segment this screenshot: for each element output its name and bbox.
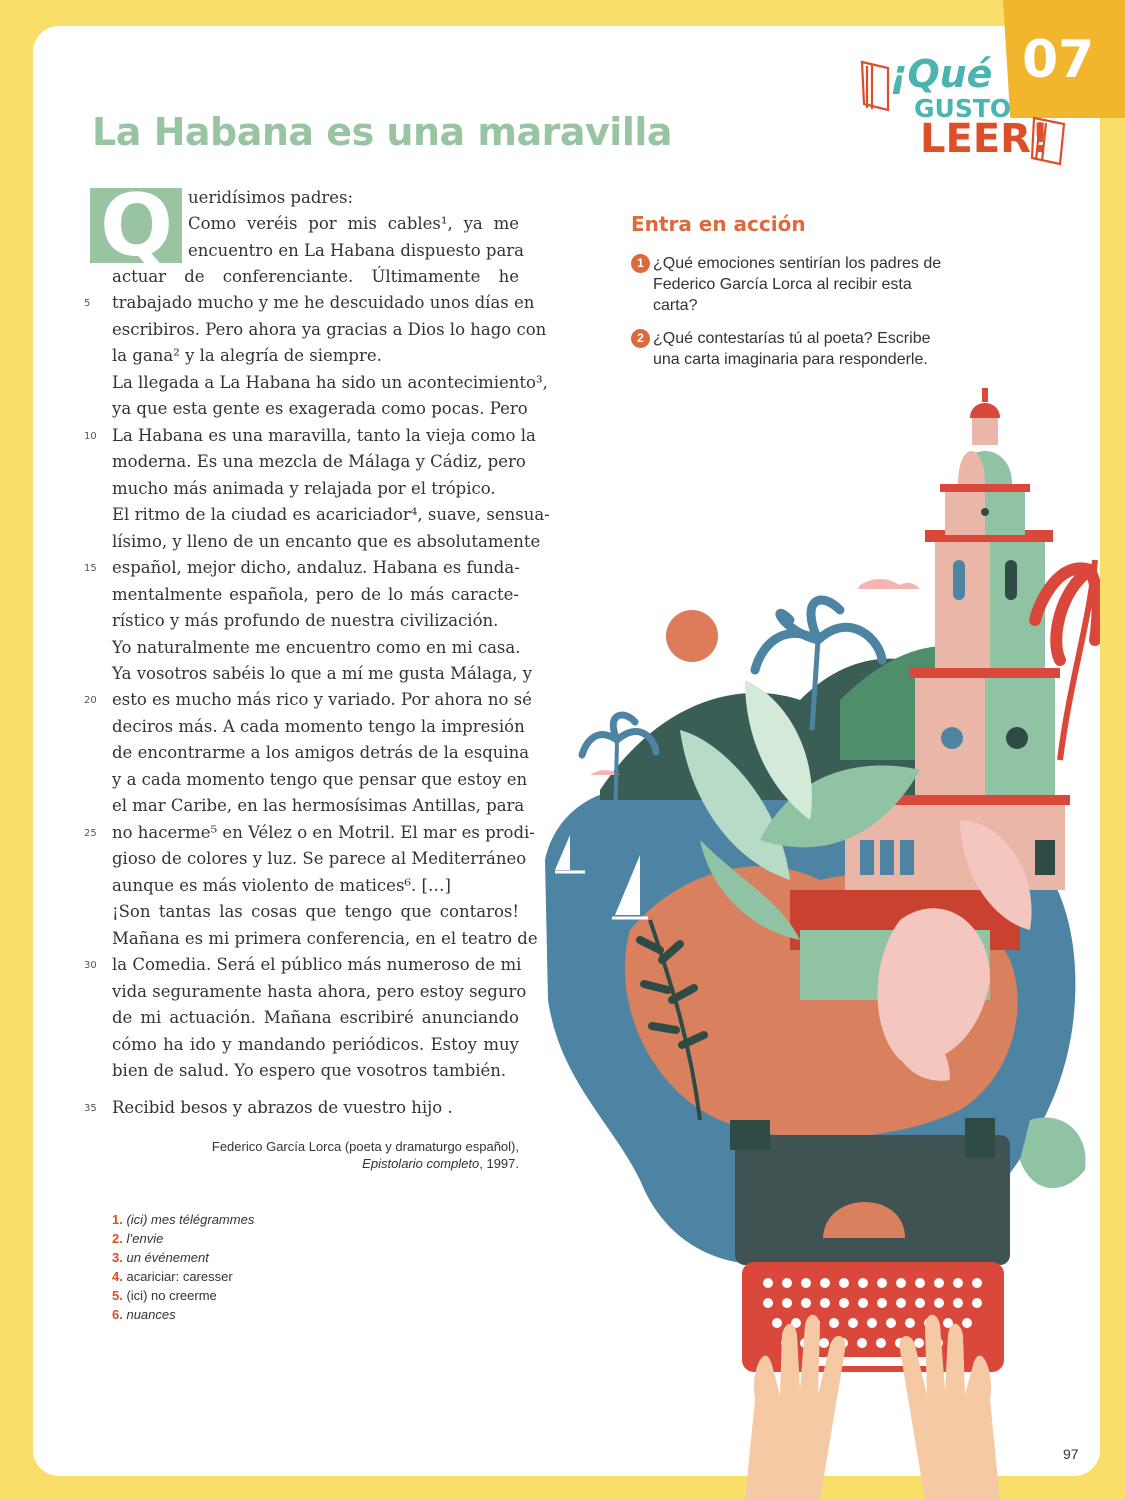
footnote: 1. (ici) mes télégrammes — [112, 1212, 255, 1227]
line-number: 5 — [84, 298, 91, 309]
letter-line: deciros más. A cada momento tengo la impresión — [112, 717, 525, 736]
letter-line: Ya vosotros sabéis lo que a mí me gusta Málaga, y — [112, 664, 533, 683]
letter-line: bien de salud. Yo espero que vosotros también. — [112, 1061, 507, 1080]
letter-line: no hacerme⁵ en Vélez o en Motril. El mar es prodi- — [112, 823, 535, 842]
page-number: 97 — [1063, 1446, 1079, 1462]
letter-line: la Comedia. Será el público más numeroso de mi — [112, 955, 522, 974]
chapter-number: 07 — [1022, 30, 1095, 90]
letter-line: español, mejor dicho, andaluz. Habana es funda- — [112, 558, 520, 577]
letter-line: cómo ha ido y mandando periódicos. Estoy muy — [112, 1035, 519, 1054]
letter-line: de encontrarme a los amigos detrás de la esquina — [112, 743, 530, 762]
letter-line: trabajado mucho y me he descuidado unos días en — [112, 293, 535, 312]
havana-typewriter-illustration — [540, 385, 1100, 1500]
letter-line: la gana² y la alegría de siempre. — [112, 346, 382, 365]
footnote: 3. un événement — [112, 1250, 209, 1265]
number-badge: 1 — [631, 254, 650, 273]
attribution-work: Epistolario completo — [362, 1156, 480, 1171]
number-badge: 2 — [631, 329, 650, 348]
line-number: 15 — [84, 563, 97, 574]
attribution — [212, 1138, 519, 1172]
letter-line: Como veréis por mis cables¹, ya me — [188, 214, 519, 233]
attribution-year: , 1997. — [479, 1156, 519, 1171]
letter-line: lísimo, y lleno de un encanto que es absolutamente — [112, 532, 541, 551]
question-text: ¿Qué emociones sentirían los padres de Federico García Lorca al recibir esta carta? — [653, 255, 942, 314]
letter-line: el mar Caribe, en las hermosísimas Antillas, para — [112, 796, 525, 815]
letter-line: escribiros. Pero ahora ya gracias a Dios lo hago con — [112, 320, 547, 339]
attribution-author: Federico García Lorca (poeta y dramaturgo español), — [211, 1139, 519, 1154]
line-number: 25 — [84, 828, 97, 839]
drop-cap-letter: Q — [100, 176, 174, 276]
letter-line: ueridísimos padres: — [188, 188, 354, 207]
que-gusto-leer-logo — [858, 52, 1078, 168]
footnotes — [112, 1210, 254, 1324]
letter-line: mentalmente española, pero de lo más caracte- — [112, 585, 519, 604]
logo-leer: LEER! — [920, 116, 1050, 162]
page-title: La Habana es una maravilla — [92, 110, 673, 154]
letter-line: aunque es más violento de matices⁶. […] — [112, 876, 451, 895]
line-number: 20 — [84, 695, 97, 706]
letter-line: y a cada momento tengo que pensar que estoy en — [112, 770, 528, 789]
letter-line: La llegada a La Habana ha sido un acontecimiento³, — [112, 373, 548, 392]
letter-line: esto es mucho más rico y variado. Por ahora no sé — [112, 690, 532, 709]
line-number: 30 — [84, 960, 97, 971]
footnote: 2. l’envie — [112, 1231, 164, 1246]
footnote: 5. (ici) no creerme — [112, 1288, 217, 1303]
letter-line: de mi actuación. Mañana escribiré anunciando — [112, 1008, 519, 1027]
letter-line: Yo naturalmente me encuentro como en mi casa. — [112, 638, 521, 657]
letter-line: ya que esta gente es exagerada como pocas. Pero — [112, 399, 528, 418]
letter-line: Recibid besos y abrazos de vuestro hijo . — [112, 1098, 453, 1117]
logo-gusto: GUSTO — [914, 94, 1012, 123]
footnote: 4. acariciar: caresser — [112, 1269, 233, 1284]
letter-line: vida seguramente hasta ahora, pero estoy seguro — [112, 982, 527, 1001]
letter-line: rístico y más profundo de nuestra civilización. — [112, 611, 499, 630]
letter-line: actuar de conferenciante. Últimamente he — [112, 267, 519, 286]
drop-cap — [90, 176, 182, 276]
letter-line: moderna. Es una mezcla de Málaga y Cádiz, pero — [112, 452, 526, 471]
letter-line: encuentro en La Habana dispuesto para — [188, 241, 525, 260]
letter-line: Mañana es mi primera conferencia, en el teatro de — [112, 929, 538, 948]
letter-line: La Habana es una maravilla, tanto la vieja como la — [112, 426, 536, 445]
letter-line: ¡Son tantas las cosas que tengo que contaros! — [112, 902, 519, 921]
activity-title: Entra en acción — [631, 212, 806, 236]
letter-line: mucho más animada y relajada por el trópico. — [112, 479, 496, 498]
logo-que: ¡Qué — [890, 52, 993, 96]
line-number: 10 — [84, 431, 97, 442]
letter-line: gioso de colores y luz. Se parece al Mediterráneo — [112, 849, 527, 868]
footnote: 6. nuances — [112, 1307, 176, 1322]
question-text: ¿Qué contestarías tú al poeta? Escribe una carta imaginaria para responderle. — [653, 330, 931, 368]
letter-line: El ritmo de la ciudad es acariciador⁴, suave, sensua- — [112, 505, 550, 524]
line-number: 35 — [84, 1103, 97, 1114]
